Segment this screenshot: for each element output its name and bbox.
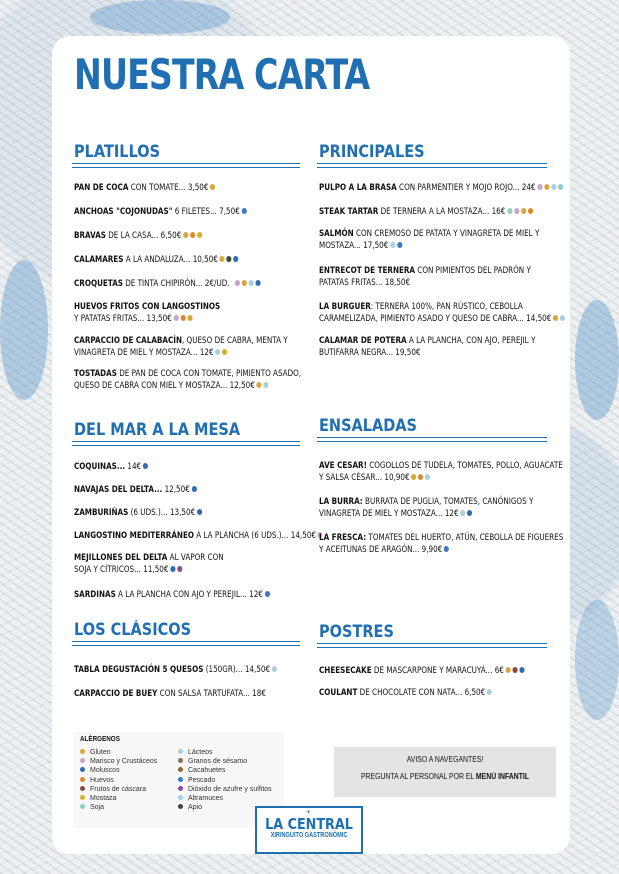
menu-item: CHEESECAKE DE MASCARPONE Y MARACUYÁ... 6€	[319, 665, 525, 677]
menu-item: NAVAJAS DEL DELTA... 12,50€	[74, 484, 197, 496]
background-fish-illustration	[575, 600, 619, 720]
menu-item: CARPACCIO DE CALABACÍN, QUESO DE CABRA, MENTA Y VINAGRETA DE MIEL Y MOSTAZA... 12€	[74, 335, 288, 357]
menu-item: ZAMBURIÑAS (6 UDS.)... 13,50€	[74, 507, 202, 519]
allergens-heading: ALÉRGENOS	[80, 736, 120, 743]
menu-item: LA FRESCA: TOMATES DEL HUERTO, ATÚN, CEBOLLA DE FIGUERES Y ACEITUNAS DE ARAGÓN... 9,90€	[319, 532, 564, 554]
section-heading-del-mar: DEL MAR A LA MESA	[74, 420, 241, 439]
menu-item: COULANT DE CHOCOLATE CON NATA... 6,50€	[319, 687, 492, 699]
restaurant-logo	[255, 806, 363, 854]
menu-item: BRAVAS DE LA CASA... 6,50€	[74, 230, 202, 242]
divider	[317, 647, 547, 648]
gluten-icon	[80, 749, 85, 754]
allergens-column	[80, 748, 157, 812]
divider	[317, 643, 547, 644]
nuts-icon	[80, 786, 85, 791]
sesame-icon	[178, 758, 183, 763]
allergen-item: Altramuces	[178, 794, 272, 803]
background-fish-illustration	[575, 300, 619, 420]
menu-item: HUEVOS FRITOS CON LANGOSTINOS Y PATATAS FRITAS... 13,50€	[74, 301, 221, 323]
menu-item: AVE CESAR! COGOLLOS DE TUDELA, TOMATES, POLLO, AGUACATE Y SALSA CÉSAR... 10,90€	[319, 460, 563, 482]
divider	[317, 167, 547, 168]
allergen-item: Moluscos	[80, 766, 157, 775]
allergen-item: Frutos de cáscara	[80, 785, 157, 794]
logo-name: LA CENTRAL	[265, 815, 353, 833]
background-fish-illustration	[0, 260, 48, 400]
section-heading-ensaladas: ENSALADAS	[319, 416, 418, 435]
divider	[72, 645, 300, 646]
divider	[317, 441, 547, 442]
menu-item: SALMÓN CON CREMOSO DE PATATA Y VINAGRETA DE MIEL Y MOSTAZA... 17,50€	[319, 228, 540, 250]
celery-icon	[178, 804, 183, 809]
menu-item: CALAMARES A LA ANDALUZA... 10,50€	[74, 254, 239, 266]
divider	[72, 445, 300, 446]
sulphites-icon	[178, 786, 183, 791]
gluten-icon	[210, 184, 215, 190]
menu-item: PAN DE COCA CON TOMATE... 3,50€	[74, 182, 215, 194]
menu-item: LANGOSTINO MEDITERRÁNEO A LA PLANCHA (6 UDS.)... 14,50€	[74, 530, 323, 542]
menu-item: MEJILLONES DEL DELTA AL VAPOR CON SOJA Y CÍTRICOS... 11,50€	[74, 552, 224, 574]
menu-item: CARPACCIO DE BUEY CON SALSA TARTUFATA... 18€	[74, 688, 266, 698]
menu-card	[52, 36, 570, 854]
allergens-column	[178, 748, 272, 812]
notice-text: PREGUNTA AL PERSONAL POR EL MENÚ INFANTIL	[360, 772, 530, 781]
allergen-item: Gluten	[80, 748, 157, 757]
allergen-item: Apio	[178, 803, 272, 812]
section-heading-postres: POSTRES	[319, 622, 394, 641]
allergens-legend	[74, 732, 284, 828]
divider	[317, 437, 547, 438]
allergen-item: Soja	[80, 803, 157, 812]
allergen-item: Granos de sésamo	[178, 757, 272, 766]
menu-item: SARDINAS A LA PLANCHA CON AJO Y PEREJIL... 12€	[74, 589, 270, 601]
egg-icon	[80, 777, 85, 782]
logo-tagline: XIRINGUITO GASTRONÒMIC	[270, 832, 348, 839]
section-heading-clasicos: LOS CLÁSICOS	[74, 620, 192, 639]
menu-item: LA BURRA: BURRATA DE PUGLIA, TOMATES, CANÓNIGOS Y VINAGRETA DE MIEL Y MOSTAZA... 12€	[319, 496, 534, 518]
section-heading-platillos: PLATILLOS	[74, 142, 161, 161]
menu-item: PULPO A LA BRASA CON PARMENTIER Y MOJO ROJO... 24€	[319, 182, 563, 194]
menu-item: ENTRECOT DE TERNERA CON PIMIENTOS DEL PADRÓN Y PATATAS FRITAS... 18,50€	[319, 265, 531, 287]
menu-item: LA BURGUER: TERNERA 100%, PAN RÚSTICO, CEBOLLA CARAMELIZADA, PIMIENTO ASADO Y QUESO DE CABRA... 14,50€	[319, 301, 565, 324]
fish-icon	[178, 777, 183, 782]
menu-item: CALAMAR DE POTERA A LA PLANCHA, CON AJO, PEREJIL Y BUTIFARRA NEGRA... 19,50€	[319, 335, 536, 357]
menu-item: COQUINAS... 14€	[74, 461, 148, 473]
page-title: NUESTRA CARTA	[74, 50, 370, 99]
allergen-item: Mostaza	[80, 794, 157, 803]
divider	[72, 167, 300, 168]
allergen-item: Lácteos	[178, 748, 272, 757]
soy-icon	[80, 804, 85, 809]
divider	[72, 641, 300, 642]
divider	[72, 163, 300, 164]
kids-menu-notice	[334, 747, 556, 797]
allergen-item: Dióxido de azufre y sulfitos	[178, 785, 272, 794]
fish-icon	[241, 208, 246, 214]
shellfish-icon	[80, 758, 85, 763]
background-fish-illustration	[90, 0, 230, 34]
allergen-item: Pescado	[178, 776, 272, 785]
notice-title: AVISO A NAVEGANTES!	[406, 755, 484, 764]
divider	[72, 441, 300, 442]
dairy-icon	[178, 749, 183, 754]
menu-item: TABLA DEGUSTACIÓN 5 QUESOS (150GR)... 14,50€	[74, 664, 277, 676]
peanut-icon	[178, 767, 183, 772]
mollusc-icon	[80, 767, 85, 772]
mustard-icon	[80, 795, 85, 800]
section-heading-principales: PRINCIPALES	[319, 142, 425, 161]
sun-icon: ☀	[305, 810, 313, 816]
allergen-item: Marisco y Crustáceos	[80, 757, 157, 766]
divider	[317, 163, 547, 164]
menu-item: STEAK TARTAR DE TERNERA A LA MOSTAZA... 16€	[319, 206, 533, 218]
menu-item: CROQUETAS DE TINTA CHIPIRÓN... 2€/UD.	[74, 278, 261, 290]
allergen-item: Huevos	[80, 776, 157, 785]
lupin-icon	[178, 795, 183, 800]
allergen-item: Cacahuetes	[178, 766, 272, 775]
menu-item: TOSTADAS DE PAN DE COCA CON TOMATE, PIMIENTO ASADO, QUESO DE CABRA CON MIEL Y MOSTAZA... 12,50€	[74, 368, 302, 390]
menu-item: ANCHOAS "COJONUDAS" 6 FILETES... 7,50€	[74, 206, 247, 218]
